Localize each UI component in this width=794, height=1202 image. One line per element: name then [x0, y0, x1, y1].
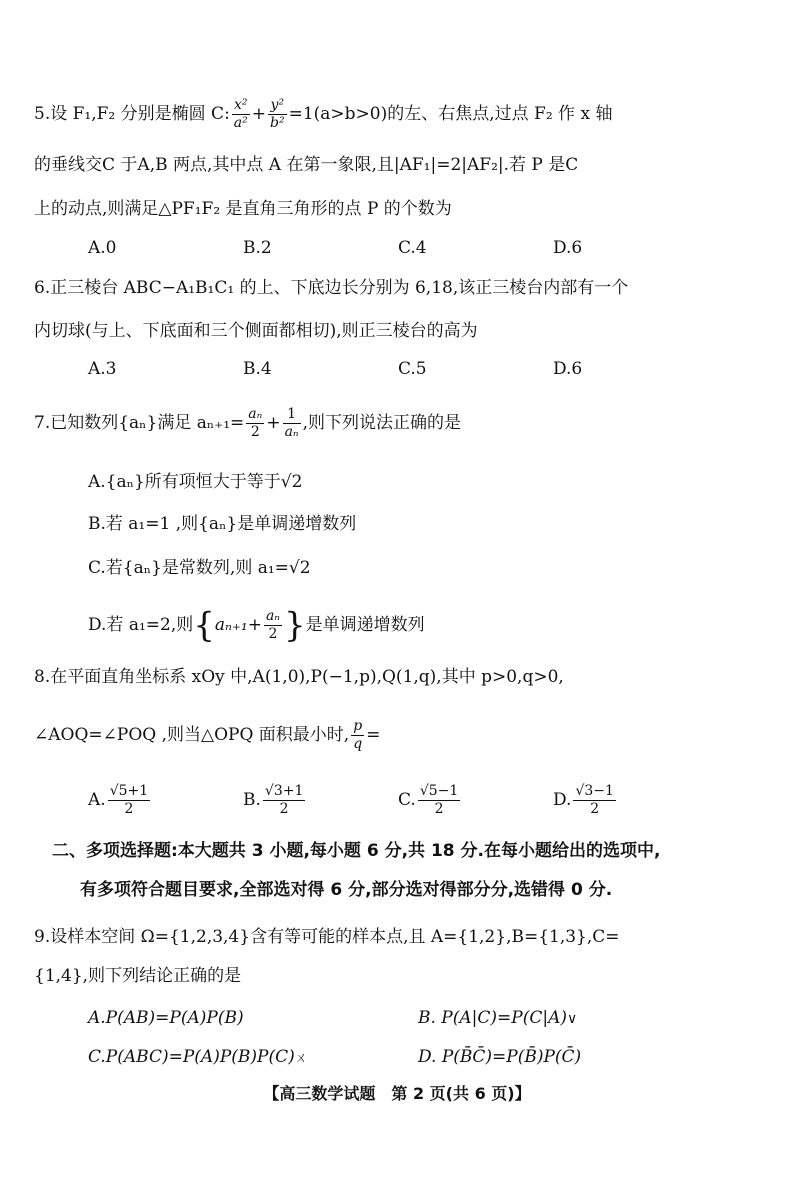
q9-line1: 9.设样本空间 Ω={1,2,3,4}含有等可能的样本点,且 A={1,2},B={1,3},C= [34, 927, 620, 947]
fraction: $\frac{\text{x²}}{\text{a²}}$ [233, 97, 248, 131]
q5-option-a: A.0 [88, 238, 117, 258]
q6-line2: 内切球(与上、下底面和三个侧面都相切),则正三棱台的高为 [34, 321, 478, 341]
q5-line3: 上的动点,则满足△PF₁F₂ 是直角三角形的点 P 的个数为 [34, 199, 452, 219]
q6-option-a: A.3 [88, 359, 117, 379]
fraction: $\frac{\text{aₙ}}{2}$ [265, 608, 280, 642]
fraction: $\frac{1}{\text{aₙ}}$ [284, 406, 299, 440]
q7-option-a: A.{aₙ}所有项恒大于等于√2 [88, 472, 303, 492]
q5-options [88, 238, 708, 258]
q5-option-c: C.4 [398, 238, 427, 258]
left-brace: { [193, 605, 215, 646]
q6-option-b: B.4 [243, 359, 272, 379]
check-mark: ∨ [566, 1011, 578, 1027]
q6-option-c: C.5 [398, 359, 427, 379]
q5-option-d: D.6 [553, 238, 583, 258]
q6-line1: 6.正三棱台 ABC−A₁B₁C₁ 的上、下底边长分别为 6,18,该正三棱台内部有一个 [34, 278, 629, 298]
q8-line1: 8.在平面直角坐标系 xOy 中,A(1,0),P(−1,p),Q(1,q),其中 p>0,q>0, [34, 667, 564, 687]
cross-mark: ㄨ [294, 1051, 308, 1066]
q9-option-d: D. P(B̄C̄)=P(B̄)P(C̄) [418, 1047, 582, 1067]
q9-option-a: A.P(AB)=P(A)P(B) [88, 1008, 244, 1028]
q7-option-b: B.若 a₁=1 ,则{aₙ}是单调递增数列 [88, 514, 357, 534]
q6-options [88, 359, 708, 379]
q8-option-b: B. $\frac{√3+1}{2}$ [243, 783, 304, 817]
q9-option-b: B. P(A|C)=P(C|A)∨ [418, 1008, 578, 1028]
q8-option-a: A. $\frac{√5+1}{2}$ [88, 783, 149, 817]
q7-option-d: D.若 a₁=2,则{aₙ₊₁+ $\frac{\text{aₙ}}{2}$ }是单调递增数列 [88, 605, 425, 646]
q8-option-d: D. $\frac{√3-1}{2}$ [553, 783, 614, 817]
page-footer: 【高三数学试题 第 2 页(共 6 页)】 [263, 1084, 531, 1103]
right-brace: } [283, 605, 306, 646]
q5-line2: 的垂线交C 于A,B 两点,其中点 A 在第一象限,且|AF₁|=2|AF₂|.若 P 是C [34, 155, 579, 175]
q5-line1: 5.设 F₁,F₂ 分别是椭圆 C: $\frac{\text{x²}}{\text{a²}}$ + $\frac{\text{y²}}{\text{b²}}$ =1(a>b>0)的左、右焦点,过点 F₂ 作 x 轴 [34, 97, 613, 131]
section2-heading-line2: 有多项符合题目要求,全部选对得 6 分,部分选对得部分分,选错得 0 分. [80, 880, 613, 900]
q9-line2: {1,4},则下列结论正确的是 [34, 966, 242, 986]
q5-option-b: B.2 [243, 238, 272, 258]
q6-option-d: D.6 [553, 359, 583, 379]
fraction: $\frac{\text{aₙ}}{2}$ [248, 406, 263, 440]
fraction: $\frac{p}{q}$ [353, 718, 363, 752]
q8-line2: ∠AOQ=∠POQ ,则当△OPQ 面积最小时, $\frac{p}{q}$ = [34, 718, 381, 752]
section2-heading-line1: 二、多项选择题:本大题共 3 小题,每小题 6 分,共 18 分.在每小题给出的选项中, [52, 841, 661, 861]
q8-option-c: C. $\frac{√5-1}{2}$ [398, 783, 459, 817]
q7-line1: 7.已知数列{aₙ}满足 aₙ₊₁= $\frac{\text{aₙ}}{2}$ + $\frac{1}{\text{aₙ}}$ ,则下列说法正确的是 [34, 406, 461, 440]
fraction: $\frac{\text{y²}}{\text{b²}}$ [270, 97, 285, 131]
q9-option-c: C.P(ABC)=P(A)P(B)P(C)ㄨ [88, 1047, 308, 1067]
q7-option-c: C.若{aₙ}是常数列,则 a₁=√2 [88, 558, 311, 578]
q8-options [88, 783, 708, 818]
